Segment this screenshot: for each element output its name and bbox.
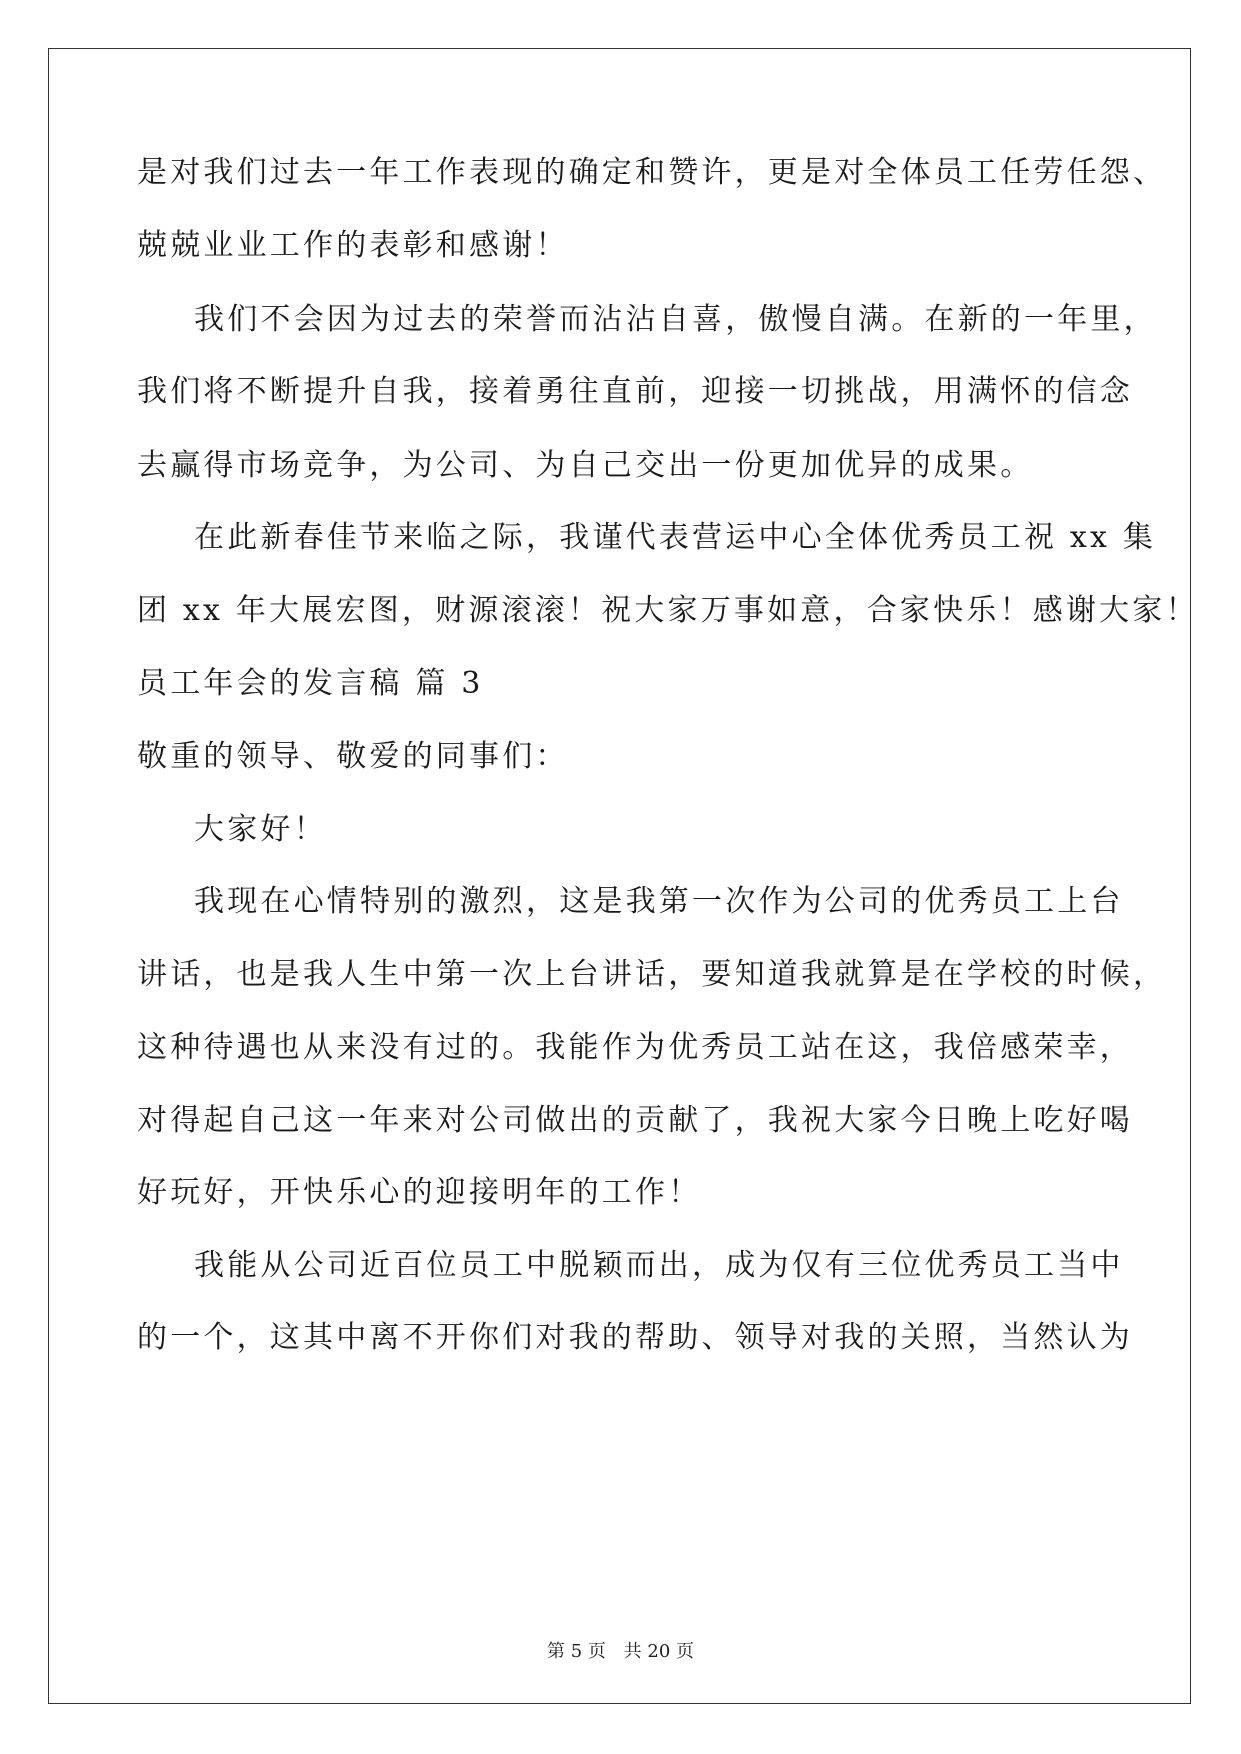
page-footer — [0, 1640, 1241, 1664]
paragraph-start-line: 我们不会因为过去的荣誉而沾沾自喜，傲慢自满。在新的一年里， — [194, 302, 1157, 337]
text-line: 这种待遇也从来没有过的。我能作为优秀员工站在这，我倍感荣幸， — [137, 1030, 1133, 1065]
page-total: 共 20 页 — [623, 1641, 694, 1662]
text-line: 是对我们过去一年工作表现的确定和赞许，更是对全体员工任劳任怨、 — [137, 155, 1167, 190]
text-line: 对得起自己这一年来对公司做出的贡献了，我祝大家今日晚上吃好喝 — [137, 1103, 1133, 1138]
page-border — [48, 48, 1191, 1704]
section-heading: 员工年会的发言稿 篇 3 — [137, 666, 484, 701]
text-line: 兢兢业业工作的表彰和感谢！ — [137, 228, 569, 263]
page-number: 第 5 页 — [547, 1641, 606, 1662]
salutation: 敬重的领导、敬爱的同事们： — [137, 739, 569, 774]
text-line: 我们将不断提升自我，接着勇往直前，迎接一切挑战，用满怀的信念 — [137, 374, 1133, 409]
text-line: 去赢得市场竞争，为公司、为自己交出一份更加优异的成果。 — [137, 448, 1034, 483]
greeting: 大家好！ — [194, 812, 327, 847]
text-line: 讲话，也是我人生中第一次上台讲话，要知道我就算是在学校的时候， — [137, 957, 1167, 992]
text-line: 的一个，这其中离不开你们对我的帮助、领导对我的关照，当然认为 — [137, 1320, 1133, 1355]
paragraph-start-line: 我能从公司近百位员工中脱颖而出，成为仅有三位优秀员工当中 — [194, 1248, 1124, 1283]
text-line: 好玩好，开快乐心的迎接明年的工作！ — [137, 1175, 702, 1210]
text-line: 团 xx 年大展宏图，财源滚滚！祝大家万事如意，合家快乐！感谢大家！ — [137, 593, 1199, 628]
paragraph-start-line: 我现在心情特别的激烈，这是我第一次作为公司的优秀员工上台 — [194, 884, 1124, 919]
paragraph-start-line: 在此新春佳节来临之际，我谨代表营运中心全体优秀员工祝 xx 集 — [194, 520, 1157, 555]
